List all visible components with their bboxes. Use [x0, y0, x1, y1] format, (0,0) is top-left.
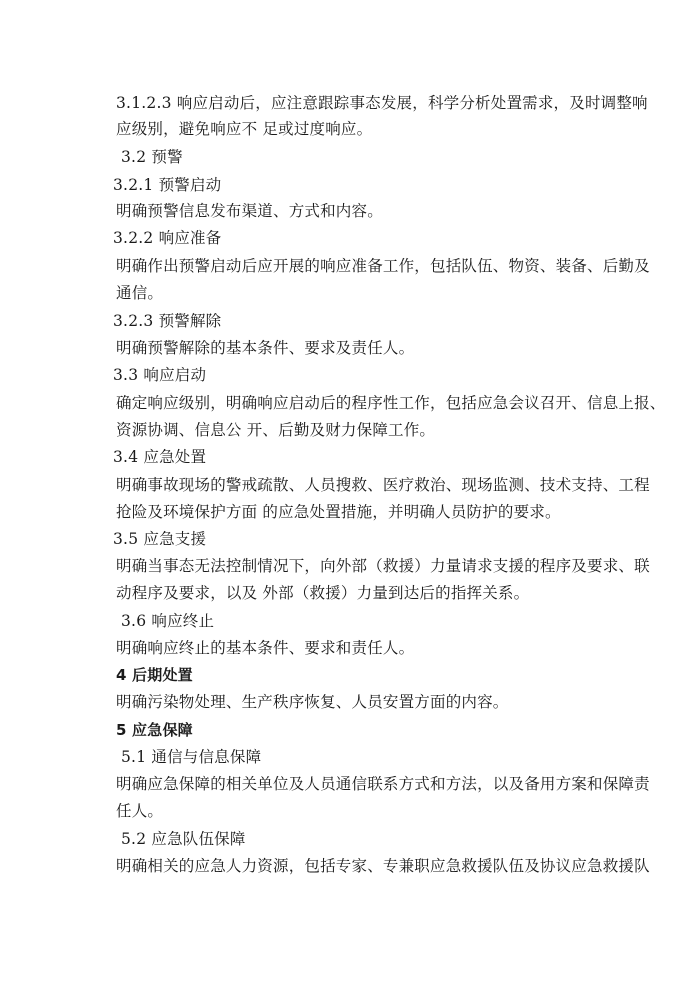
- heading-5-1: 5.1 通信与信息保障: [121, 748, 262, 766]
- paragraph-line: 明确相关的应急人力资源，包括专家、专兼职应急救援队伍及协议应急救援队: [116, 857, 650, 875]
- paragraph-line: 明确污染物处理、生产秩序恢复、人员安置方面的内容。: [116, 693, 509, 711]
- paragraph-line: 动程序及要求，以及 外部（救援）力量到达后的指挥关系。: [116, 584, 530, 602]
- heading-5: 5 应急保障: [116, 721, 193, 739]
- paragraph-line: 明确响应终止的基本条件、要求和责任人。: [116, 639, 415, 657]
- paragraph-line: 抢险及环境保护方面 的应急处置措施，并明确人员防护的要求。: [116, 503, 561, 521]
- paragraph-line: 确定响应级别，明确响应启动后的程序性工作，包括应急会议召开、信息上报、: [116, 394, 666, 412]
- heading-3-6: 3.6 响应终止: [121, 612, 215, 630]
- paragraph-line: 明确作出预警启动后应开展的响应准备工作，包括队伍、物资、装备、后勤及: [116, 257, 650, 275]
- paragraph-line: 明确预警信息发布渠道、方式和内容。: [116, 202, 383, 220]
- paragraph-line: 明确事故现场的警戒疏散、人员搜救、医疗救治、现场监测、技术支持、工程: [116, 476, 650, 494]
- heading-3-2-2: 3.2.2 响应准备: [113, 229, 222, 247]
- text-line-continuation: 应级别，避免响应不 足或过度响应。: [116, 120, 373, 138]
- paragraph-line: 通信。: [116, 284, 164, 302]
- paragraph-line: 明确预警解除的基本条件、要求及责任人。: [116, 339, 415, 357]
- heading-5-2: 5.2 应急队伍保障: [121, 830, 246, 848]
- heading-3-3: 3.3 响应启动: [113, 366, 207, 384]
- heading-4: 4 后期处置: [116, 666, 193, 684]
- heading-3-2-1: 3.2.1 预警启动: [113, 176, 222, 194]
- heading-3-2-3: 3.2.3 预警解除: [113, 312, 222, 330]
- heading-3-4: 3.4 应急处置: [113, 448, 207, 466]
- heading-3-2: 3.2 预警: [121, 148, 183, 166]
- paragraph-line: 明确当事态无法控制情况下，向外部（救援）力量请求支援的程序及要求、联: [116, 557, 650, 575]
- paragraph-line: 任人。: [116, 802, 164, 820]
- heading-3-5: 3.5 应急支援: [113, 530, 207, 548]
- paragraph-line: 明确应急保障的相关单位及人员通信联系方式和方法，以及备用方案和保障责: [116, 775, 650, 793]
- text-line-3-1-2-3: 3.1.2.3 响应启动后，应注意跟踪事态发展，科学分析处置需求，及时调整响: [116, 94, 648, 112]
- paragraph-line: 资源协调、信息公 开、后勤及财力保障工作。: [116, 421, 436, 439]
